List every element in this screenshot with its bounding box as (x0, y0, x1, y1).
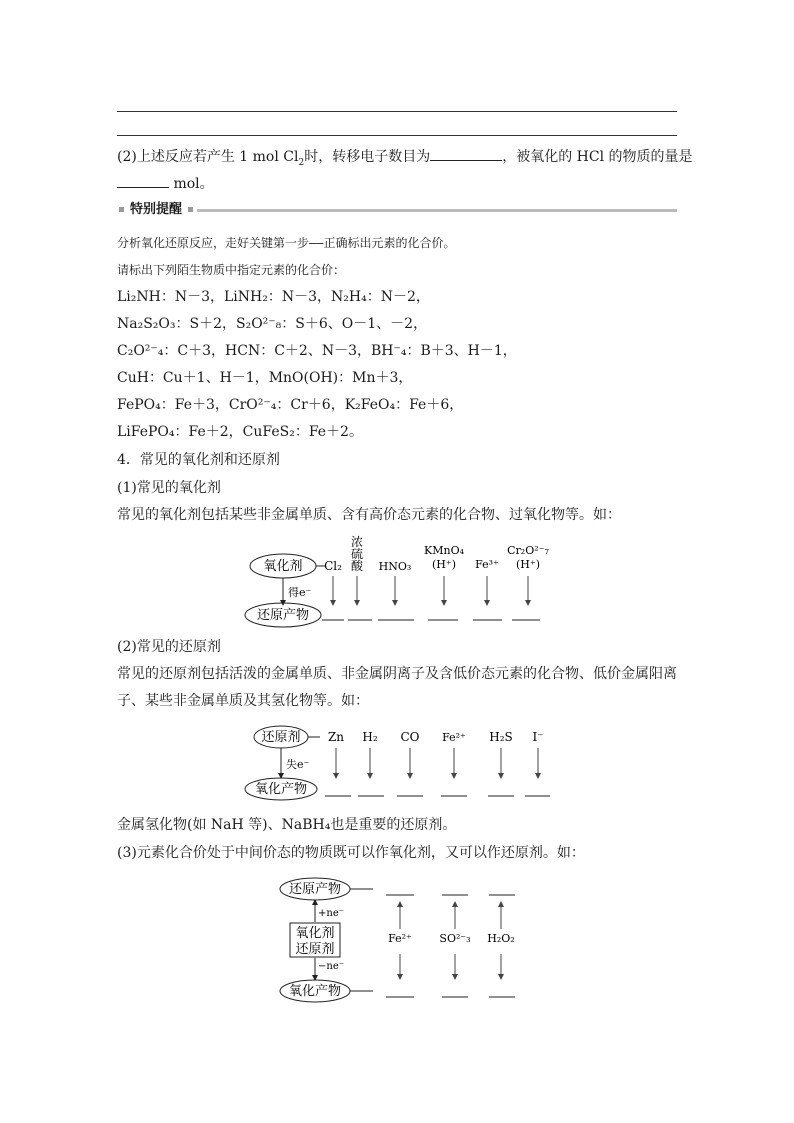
subsection-1-heading: (1)常见的氧化剂 (117, 480, 221, 496)
tip-intro: 分析氧化还原反应，走好关键第一步——正确标出元素的化合价。 (117, 236, 456, 250)
tip-intro-2: 请标出下列陌生物质中指定元素的化合价： (117, 263, 346, 277)
question-2-line-1: (2)上述反应若产生 1 mol $Cl_2$时，转移电子数目为 ，被氧化的 HCl 的物质的量是 (117, 146, 693, 173)
item-label: Fe²⁺ (442, 731, 466, 744)
oxidation-product-label: 氧化产物 (254, 782, 308, 797)
item-label: Fe³⁺ (475, 558, 499, 571)
tip-row: LiFePO₄：Fe＋2，CuFeS₂：Fe＋2。 (117, 424, 363, 440)
lose-electron-label: 失e⁻ (286, 758, 310, 771)
arrow-head-icon (535, 773, 541, 779)
arrow-head-icon (451, 773, 457, 779)
oxidation-product-label: 氧化产物 (288, 984, 342, 999)
item-label: Zn (327, 730, 345, 744)
answer-blank-electrons[interactable] (430, 146, 502, 161)
tip-header (117, 201, 677, 219)
tip-row: Na₂S₂O₃：S＋2，S₂O²⁻₈：S＋6、O－1、－2， (117, 316, 428, 332)
arrow-head-icon (367, 773, 373, 779)
subsection-2-desc-1: 常见的还原剂包括活泼的金属单质、非金属阴离子及含低价态元素的化合物、低价金属阳离 (117, 666, 677, 682)
tip-row: CuH：Cu＋1、H－1，MnO(OH)：Mn＋3， (117, 370, 413, 386)
item-label: Cr₂O²⁻₇ (507, 544, 549, 557)
item-label: KMnO₄ (424, 544, 464, 557)
item-label: 硫 (350, 547, 364, 561)
item-label: (H⁺) (432, 558, 456, 571)
arrow-head-icon (392, 600, 398, 606)
arrow-head-icon (498, 901, 504, 907)
oxidant-label: 氧化剂 (295, 926, 335, 941)
item-label: 酸 (350, 559, 364, 573)
reductant-label: 还原剂 (261, 730, 301, 745)
item-label: CO (400, 730, 420, 744)
header-rule-top (117, 111, 677, 112)
item-label: 浓 (350, 535, 364, 549)
arrow-head-icon (498, 974, 504, 980)
item-label: Fe²⁺ (388, 932, 412, 945)
oxidant-diagram (240, 534, 570, 628)
item-label: I⁻ (532, 730, 544, 744)
header-rule-bottom (117, 135, 677, 136)
subsection-3-heading: (3)元素化合价处于中间价态的物质既可以作氧化剂，又可以作还原剂。如： (117, 845, 585, 861)
tip-marker-left-icon (119, 207, 124, 212)
hydride-note: 金属氢化物(如 NaH 等)、NaBH₄也是重要的还原剂。 (117, 817, 457, 833)
section-4-heading: 4．常见的氧化剂和还原剂 (117, 452, 280, 468)
arrow-head-icon (354, 600, 360, 606)
reductant-label: 还原剂 (295, 942, 335, 957)
item-label: H₂ (362, 730, 378, 744)
arrow-head-icon (525, 600, 531, 606)
tip-marker-right-icon (188, 207, 193, 212)
arrow-head-icon (330, 600, 336, 606)
reductant-diagram (240, 722, 570, 806)
arrow-head-icon (441, 600, 447, 606)
item-label: H₂O₂ (487, 932, 515, 945)
reduction-product-label: 还原产物 (288, 882, 342, 897)
subsection-2-desc-2: 子、某些非金属单质及其氢化物等。如： (117, 693, 369, 709)
item-label: SO²⁻₃ (439, 932, 471, 945)
arrow-head-icon (484, 600, 490, 606)
arrow-head-icon (452, 974, 458, 980)
oxidant-label: 氧化剂 (263, 559, 303, 574)
reduction-product-label: 还原产物 (256, 608, 310, 623)
arrow-head-icon (498, 773, 504, 779)
gain-electron-label: +ne⁻ (318, 908, 345, 919)
tip-row: C₂O²⁻₄：C＋3，HCN：C＋2、N－3，BH⁻₄：B＋3、H－1， (117, 343, 517, 359)
lose-electron-label: −ne⁻ (318, 961, 345, 972)
tip-title: 特别提醒 (130, 202, 183, 217)
item-label: Cl₂ (324, 559, 342, 573)
tip-row: FePO₄：Fe＋3，CrO²⁻₄：Cr＋6，K₂FeO₄：Fe＋6， (117, 397, 464, 413)
arrow-head-icon (397, 901, 403, 907)
tip-row: Li₂NH：N－3，LiNH₂：N－3，N₂H₄：N－2， (117, 289, 430, 305)
arrow-head-icon (452, 901, 458, 907)
intermediate-valence-diagram (270, 874, 530, 1004)
arrow-head-icon (333, 773, 339, 779)
answer-blank-hcl-moles[interactable] (117, 173, 169, 188)
arrow-head-icon (397, 974, 403, 980)
question-2-line-2: mol。 (117, 173, 214, 194)
subsection-2-heading: (2)常见的还原剂 (117, 639, 221, 655)
item-label: (H⁺) (516, 558, 540, 571)
tip-rule (197, 209, 677, 212)
subsection-1-desc: 常见的氧化剂包括某些非金属单质、含有高价态元素的化合物、过氧化物等。如： (117, 507, 621, 523)
item-label: H₂S (489, 730, 513, 744)
item-label: HNO₃ (378, 560, 412, 573)
arrow-head-icon (407, 773, 413, 779)
gain-electron-label: 得e⁻ (288, 586, 312, 599)
